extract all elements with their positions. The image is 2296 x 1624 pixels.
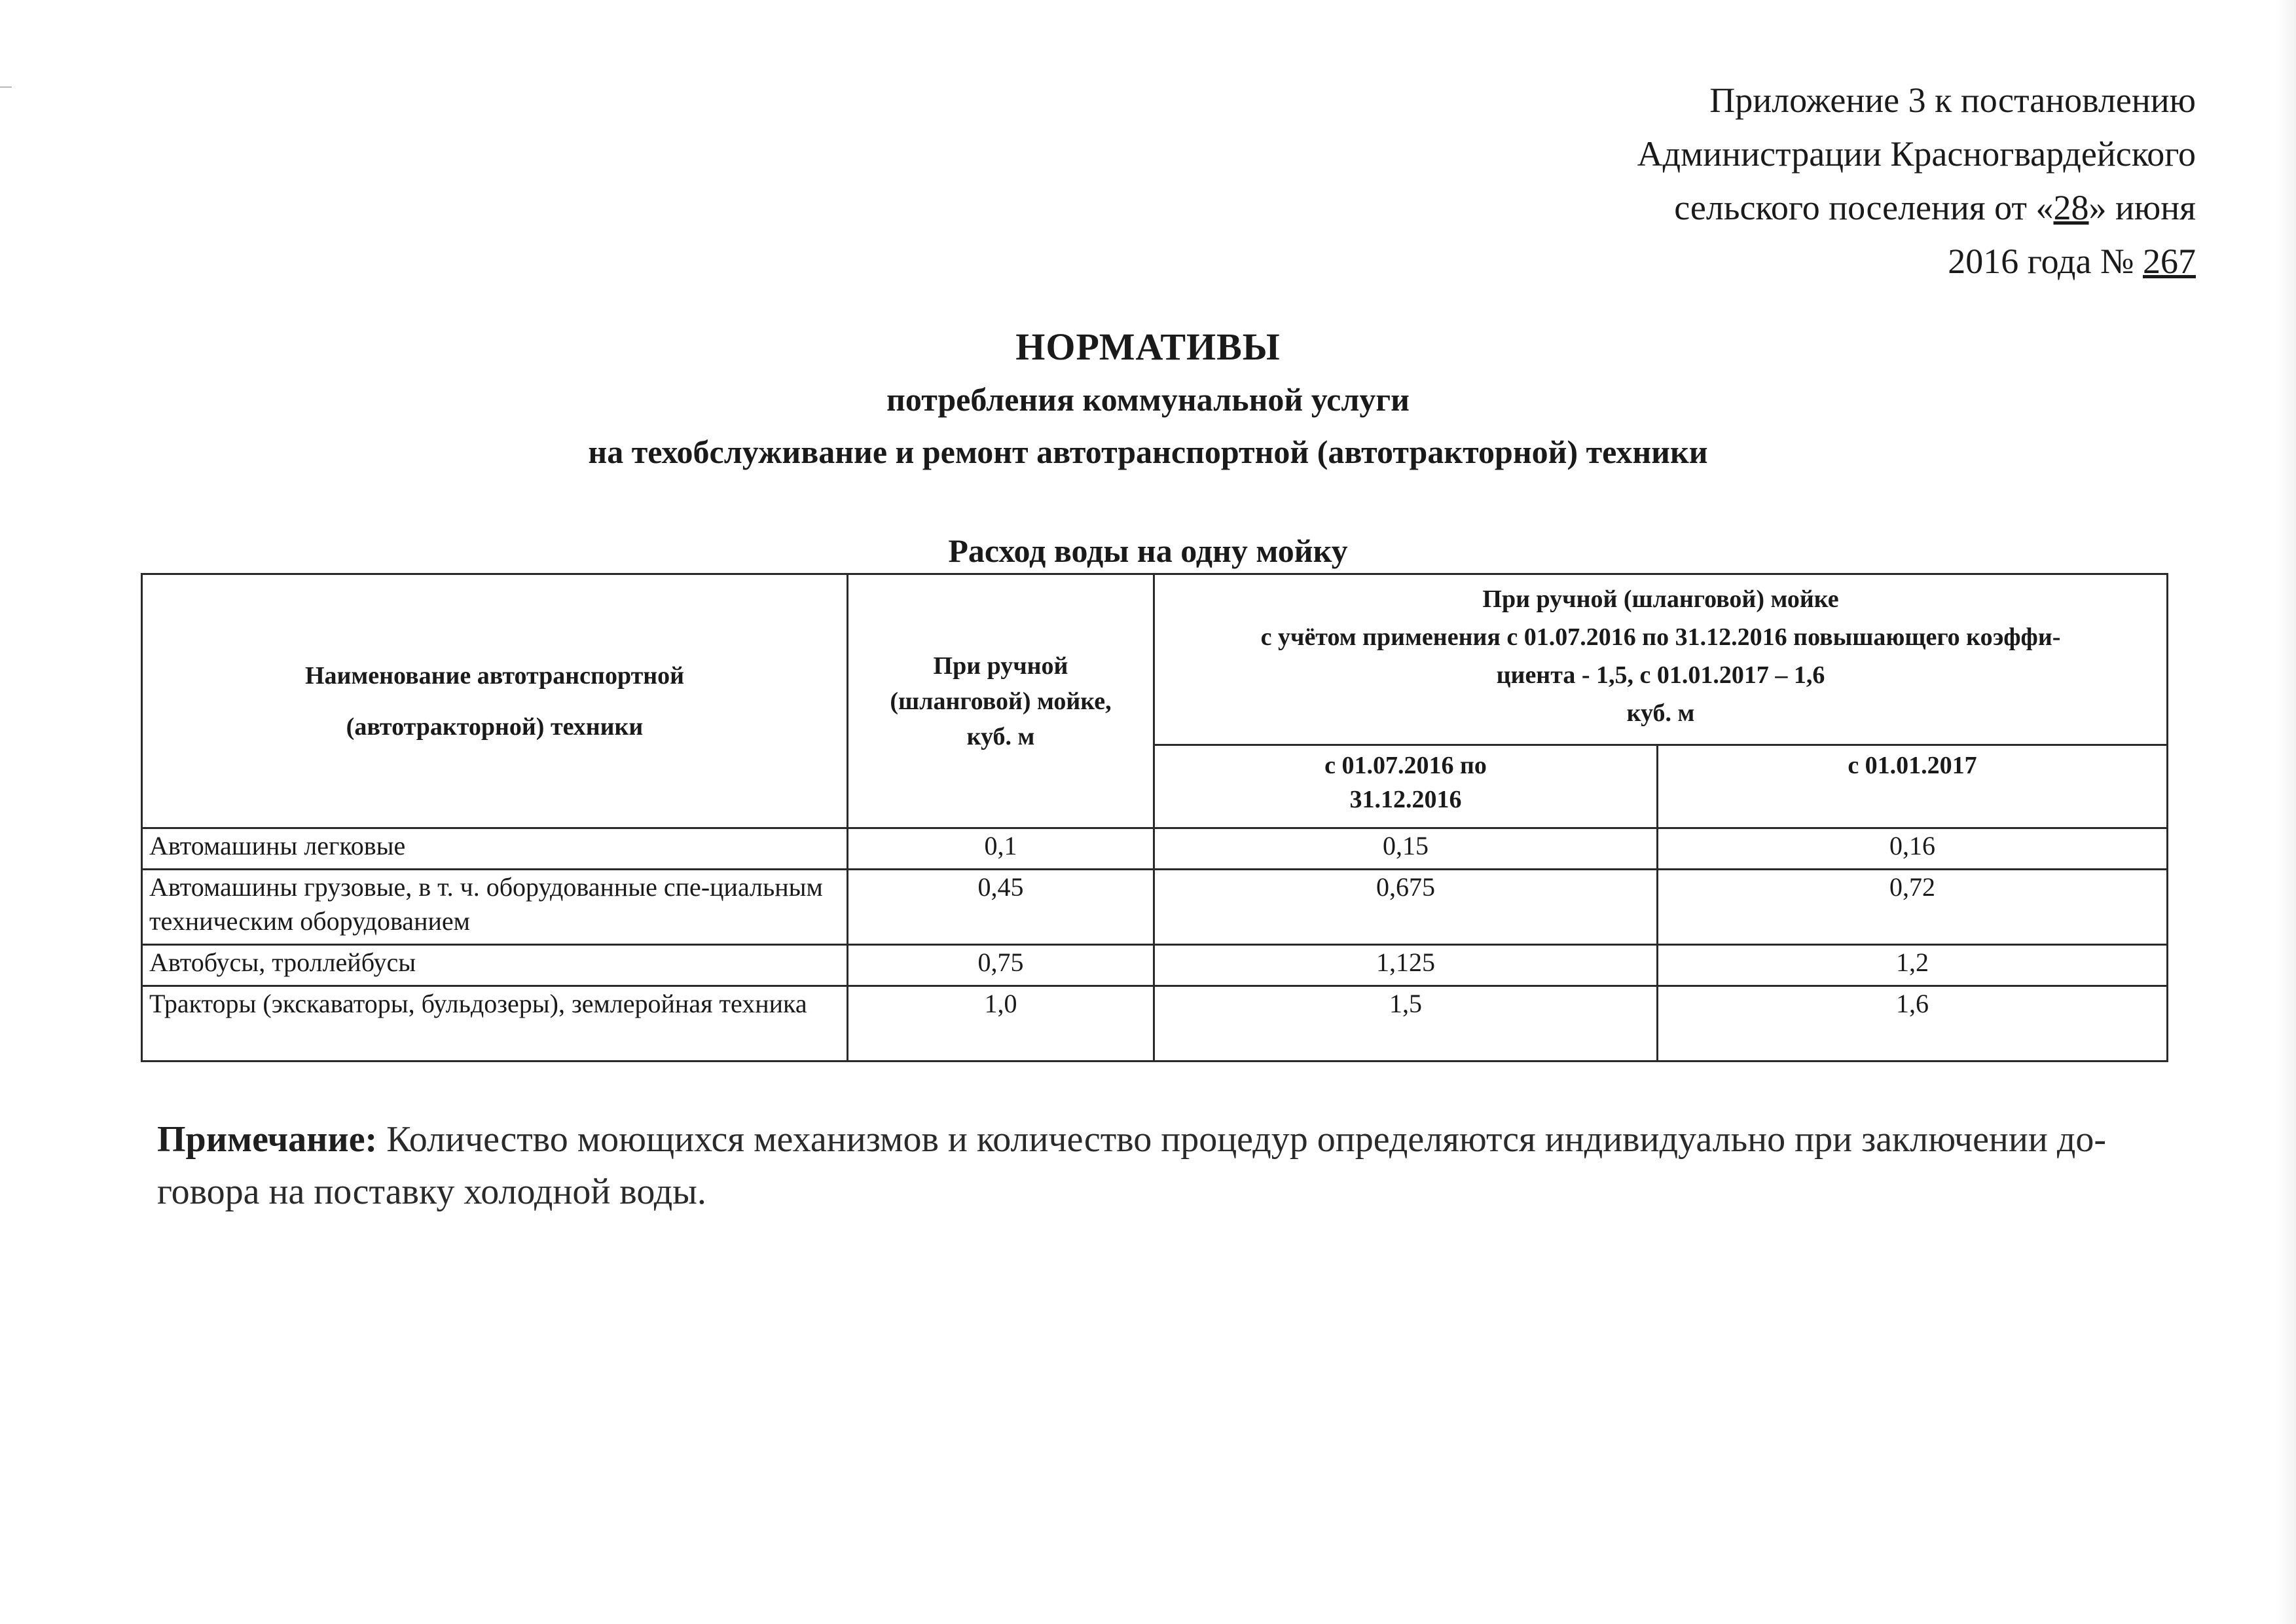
header-manual-wash-line-2: (шланговой) мойке, — [890, 687, 1112, 715]
row-period-2017-value: 1,6 — [1658, 986, 2168, 1061]
header-vehicle-name-line-2: (автотракторной) техники — [346, 712, 644, 741]
header-coef-line-4: куб. м — [1626, 699, 1695, 727]
note-label: Примечание: — [157, 1119, 378, 1160]
appendix-date-suffix: » июня — [2088, 188, 2196, 227]
header-manual-wash-coefficient — [1154, 574, 2168, 745]
row-manual-value: 0,45 — [848, 870, 1154, 945]
note-text: Количество моющихся механизмов и количество процедур определяются индивидуально при заключении до-говора на поставку холодной воды. — [157, 1119, 2106, 1212]
appendix-line-3 — [1637, 181, 2196, 234]
table-caption: Расход воды на одну мойку — [948, 532, 1348, 569]
row-vehicle-name: Тракторы (экскаваторы, бульдозеры), землеройная техника — [142, 986, 848, 1061]
title-subtitle-2: на техобслуживание и ремонт автотранспортной (автотракторной) техники — [588, 434, 1708, 470]
row-period-2017-value: 0,16 — [1658, 828, 2168, 870]
header-period-2016-line-2: 31.12.2016 — [1349, 786, 1462, 813]
appendix-line-4 — [1637, 234, 2196, 288]
table-row — [142, 945, 2168, 986]
row-manual-value: 1,0 — [848, 986, 1154, 1061]
header-period-2016 — [1154, 745, 1658, 828]
header-period-2016-line-1: с 01.07.2016 по — [1324, 752, 1487, 779]
appendix-number: 267 — [2143, 242, 2196, 281]
row-vehicle-name: Автобусы, троллейбусы — [142, 945, 848, 986]
appendix-line-1: Приложение 3 к постановлению — [1709, 81, 2196, 120]
row-period-2016-value: 0,15 — [1154, 828, 1658, 870]
scan-edge-mark — [0, 86, 12, 88]
header-manual-wash-line-1: При ручной — [933, 652, 1068, 680]
row-period-2017-value: 1,2 — [1658, 945, 2168, 986]
note-paragraph — [157, 1113, 2200, 1218]
title-main: НОРМАТИВЫ — [1015, 325, 1281, 368]
table-row — [142, 870, 2168, 945]
row-manual-value: 0,75 — [848, 945, 1154, 986]
header-period-2017: с 01.01.2017 — [1658, 745, 2168, 828]
row-vehicle-name: Автомашины легковые — [142, 828, 848, 870]
table-row — [142, 986, 2168, 1061]
row-period-2016-value: 0,675 — [1154, 870, 1658, 945]
header-coef-line-2: с учётом применения с 01.07.2016 по 31.12.2016 повышающего коэффи- — [1260, 623, 2061, 651]
header-vehicle-name-line-1: Наименование автотранспортной — [304, 661, 685, 690]
appendix-line-2: Администрации Красногвардейского — [1637, 134, 2196, 174]
document-title — [0, 321, 2296, 478]
header-coef-line-1: При ручной (шланговой) мойке — [1482, 585, 1839, 613]
row-period-2016-value: 1,125 — [1154, 945, 1658, 986]
row-period-2016-value: 1,5 — [1154, 986, 1658, 1061]
table-row — [142, 828, 2168, 870]
appendix-year-prefix: 2016 года № — [1948, 242, 2143, 281]
table-header-row — [142, 574, 2168, 745]
header-manual-wash-line-3: куб. м — [966, 722, 1035, 750]
appendix-day: 28 — [2053, 188, 2089, 227]
appendix-date-prefix: сельского поселения от « — [1674, 188, 2054, 227]
water-norms-table — [141, 573, 2168, 1062]
header-manual-wash — [848, 574, 1154, 828]
row-period-2017-value: 0,72 — [1658, 870, 2168, 945]
row-manual-value: 0,1 — [848, 828, 1154, 870]
title-subtitle-1: потребления коммунальной услуги — [886, 381, 1410, 418]
appendix-reference — [1637, 73, 2196, 288]
header-vehicle-name — [142, 574, 848, 828]
row-vehicle-name: Автомашины грузовые, в т. ч. оборудованные спе-циальным техническим оборудованием — [142, 870, 848, 945]
scan-edge-shadow — [2276, 0, 2296, 1624]
header-coef-line-3: циента - 1,5, с 01.01.2017 – 1,6 — [1496, 661, 1825, 689]
